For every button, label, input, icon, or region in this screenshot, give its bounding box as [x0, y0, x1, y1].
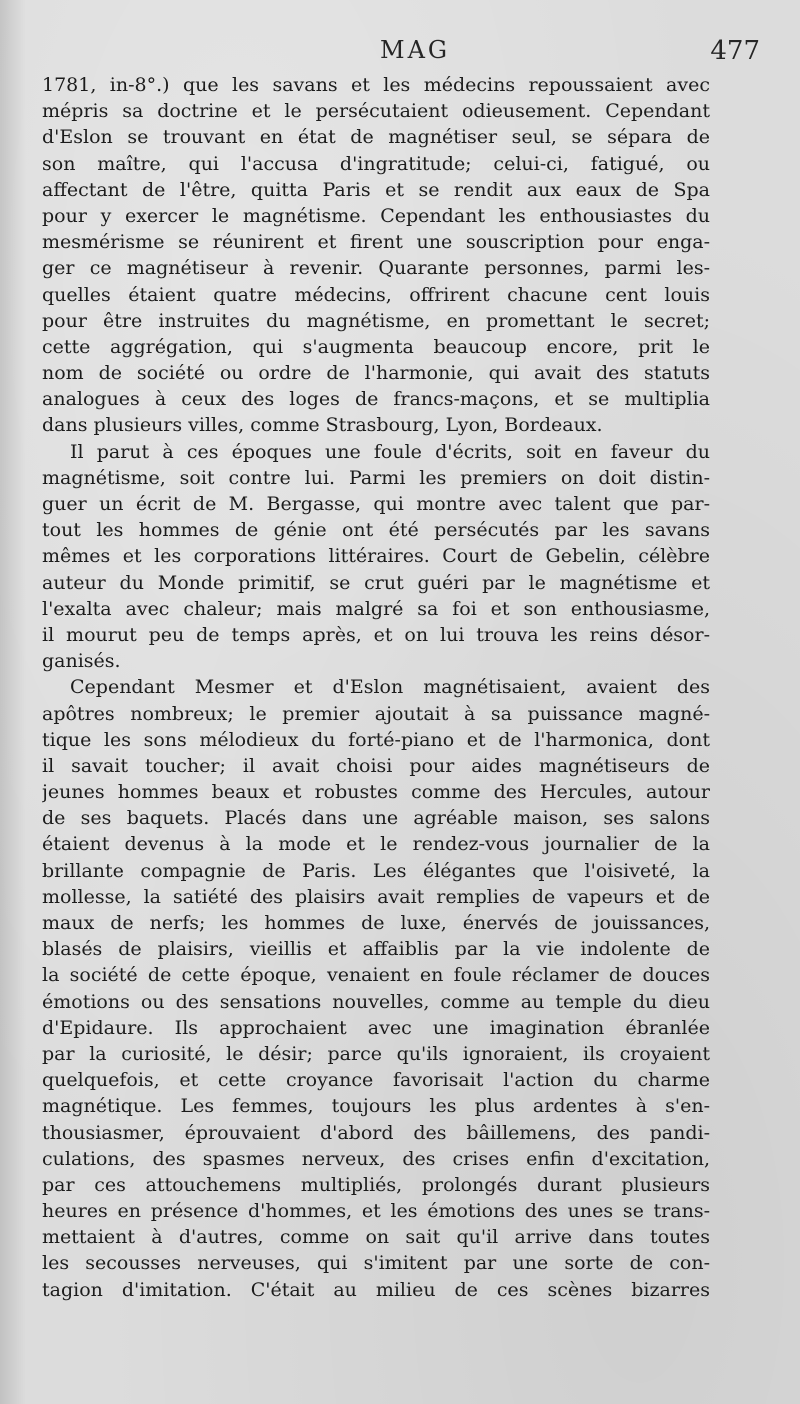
text-line: quelles étaient quatre médecins, offrirent chacune cent louis [42, 283, 710, 306]
text-line: dans plusieurs villes, comme Strasbourg, Lyon, Bordeaux. [42, 414, 603, 437]
text-line: quelquefois, et cette croyance favorisait l'action du charme [42, 1069, 710, 1092]
running-head [40, 36, 760, 76]
text-line: analogues à ceux des loges de francs-maçons, et se multiplia [42, 388, 710, 411]
text-line: affectant de l'être, quitta Paris et se rendit aux eaux de Spa [42, 178, 710, 201]
text-line: apôtres nombreux; le premier ajoutait à sa puissance magné- [42, 702, 710, 725]
text-line: mollesse, la satiété des plaisirs avait remplies de vapeurs et de [42, 885, 710, 908]
text-line: maux de nerfs; les hommes de luxe, énervés de jouissances, [42, 912, 710, 934]
text-line: blasés de plaisirs, vieillis et affaiblis par la vie indolente de [42, 938, 710, 961]
text-line: d'Epidaure. Ils approchaient avec une imagination ébranlée [42, 1016, 710, 1039]
page-gutter-shadow [0, 0, 26, 1404]
text-line: tique les sons mélodieux du forté-piano et de l'harmonica, dont [42, 728, 710, 751]
text-line: mêmes et les corporations littéraires. Court de Gebelin, célèbre [42, 545, 710, 568]
text-line: son maître, qui l'accusa d'ingratitude; celui-ci, fatigué, ou [42, 152, 710, 175]
paragraph-first-line: Cependant Mesmer et d'Eslon magnétisaient, avaient des [70, 676, 710, 699]
text-line: ganisés. [42, 650, 121, 673]
text-line: mépris sa doctrine et le persécutaient odieusement. Cependant [42, 100, 710, 123]
text-line: étaient devenus à la mode et le rendez-vous journalier de la [42, 833, 710, 856]
text-line: par la curiosité, le désir; parce qu'ils ignoraient, ils croyaient [42, 1042, 710, 1065]
running-head-title: MAG [380, 36, 451, 64]
text-line: heures en présence d'hommes, et les émotions des unes se trans- [42, 1200, 710, 1223]
text-line: pour y exercer le magnétisme. Cependant les enthousiastes du [42, 204, 710, 227]
text-line: il savait toucher; il avait choisi pour aides magnétiseurs de [42, 754, 710, 777]
text-line: tagion d'imitation. C'était au milieu de ces scènes bizarres [42, 1278, 710, 1301]
text-line: cette aggrégation, qui s'augmenta beaucoup encore, prit le [42, 335, 710, 358]
text-line: tout les hommes de génie ont été persécutés par les savans [42, 519, 710, 542]
paragraph-first-line: Il parut à ces époques une foule d'écrits, soit en faveur du [70, 440, 710, 463]
text-line: mettaient à d'autres, comme on sait qu'il arrive dans toutes [42, 1226, 710, 1249]
text-line: mesmérisme se réunirent et firent une souscription pour enga- [42, 231, 710, 254]
text-line: brillante compagnie de Paris. Les élégantes que l'oisiveté, la [42, 859, 710, 882]
text-line: 1781, in-8°.) que les savans et les médecins repoussaient avec [42, 74, 710, 96]
text-line: ger ce magnétiseur à revenir. Quarante personnes, parmi les- [42, 257, 710, 280]
text-line: magnétisme, soit contre lui. Parmi les premiers on doit distin- [42, 466, 710, 489]
text-line: il mourut peu de temps après, et on lui trouva les reins désor- [42, 623, 710, 646]
body-text [42, 72, 710, 1303]
text-line: guer un écrit de M. Bergasse, qui montre avec talent que par- [42, 493, 710, 515]
text-line: l'exalta avec chaleur; mais malgré sa foi et son enthousiasme, [42, 597, 710, 620]
text-line: de ses baquets. Placés dans une agréable maison, ses salons [42, 807, 710, 830]
page-number: 477 [710, 36, 760, 66]
text-line: jeunes hommes beaux et robustes comme des Hercules, autour [42, 781, 710, 804]
text-line: thousiasmer, éprouvaient d'abord des bâillemens, des pandi- [42, 1121, 710, 1144]
text-line: culations, des spasmes nerveux, des crises enfin d'excitation, [42, 1147, 710, 1170]
text-line: magnétique. Les femmes, toujours les plus ardentes à s'en- [42, 1095, 710, 1118]
text-line: par ces attouchemens multipliés, prolongés durant plusieurs [42, 1173, 710, 1196]
text-line: la société de cette époque, venaient en foule réclamer de douces [42, 964, 710, 987]
text-line: émotions ou des sensations nouvelles, comme au temple du dieu [42, 990, 710, 1013]
text-line: nom de société ou ordre de l'harmonie, qui avait des statuts [42, 362, 710, 385]
text-line: pour être instruites du magnétisme, en promettant le secret; [42, 309, 710, 332]
text-line: d'Eslon se trouvant en état de magnétiser seul, se sépara de [42, 126, 710, 149]
text-line: les secousses nerveuses, qui s'imitent par une sorte de con- [42, 1252, 710, 1275]
text-line: auteur du Monde primitif, se crut guéri par le magnétisme et [42, 571, 710, 594]
